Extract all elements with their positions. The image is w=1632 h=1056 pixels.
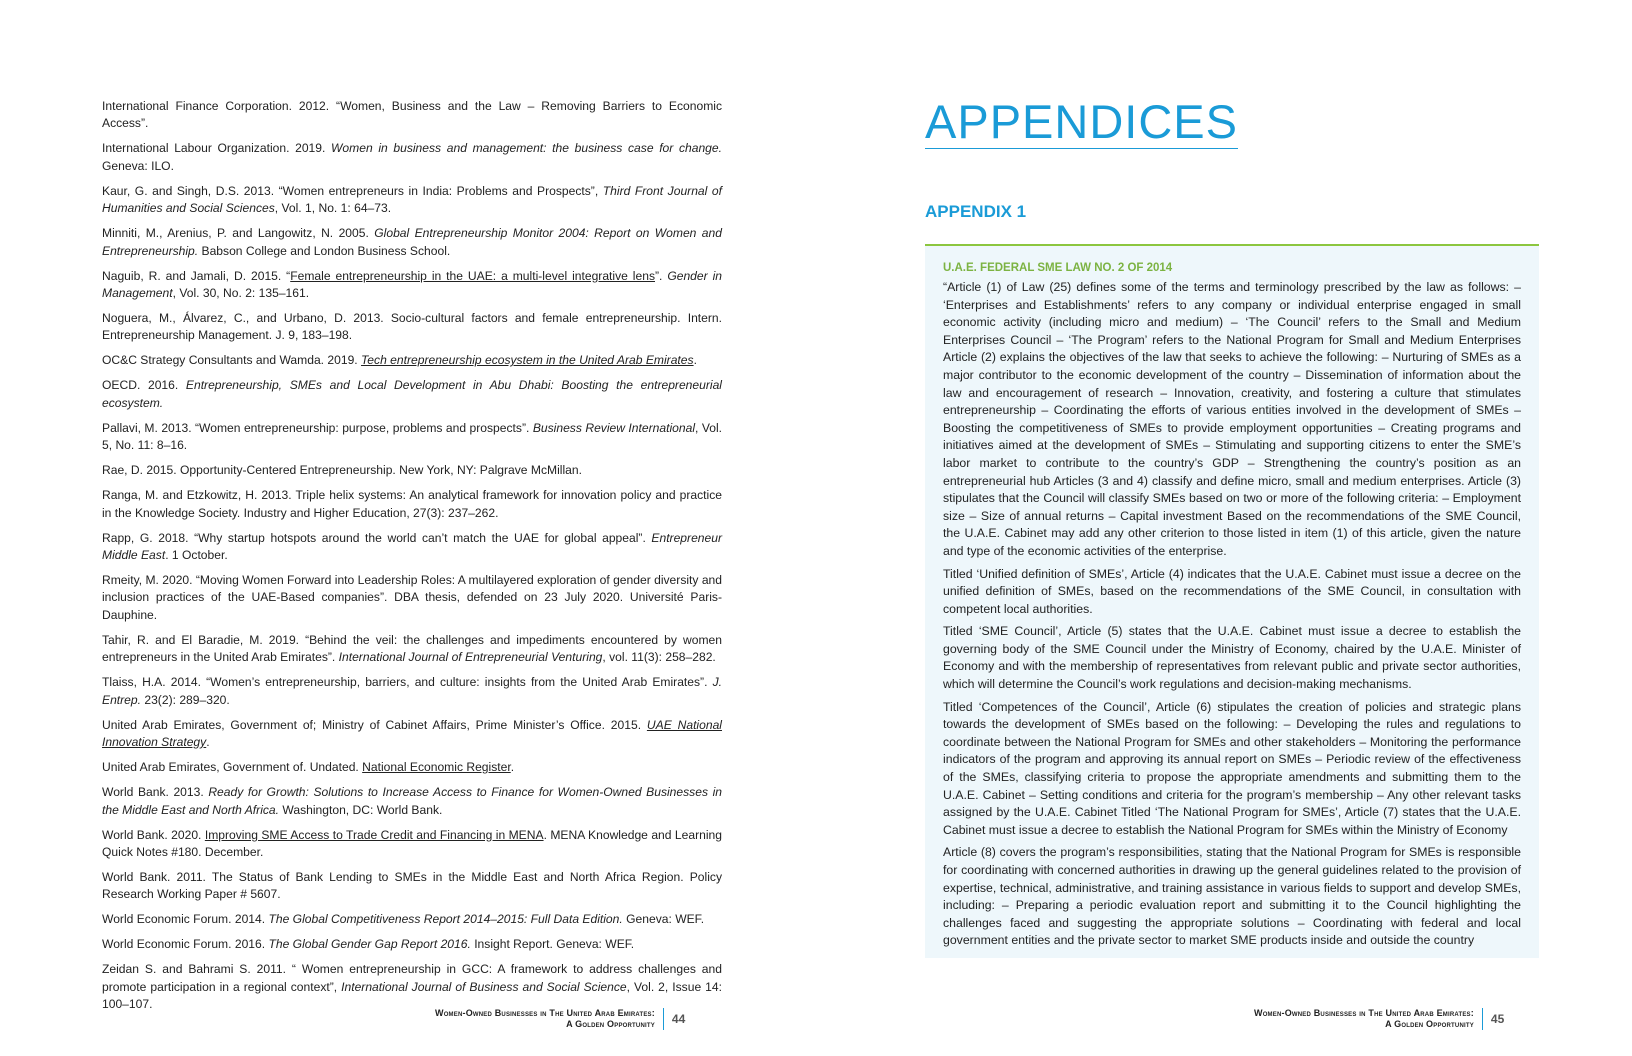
footer-title — [435, 1008, 655, 1030]
box-paragraph: Titled ‘Competences of the Council’, Article (6) stipulates the creation of policies and strategic plans towards the development of SMEs based on the following: – Developing the rules and regulations to coordinate between the National Program for SMEs and other stakeholders – Monitoring the performance indicators of the program and approving its annual report on SMEs – Periodic review of the effectiveness of the SMEs, classifying criteria to propose the appropriate amendments and submitting them to the U.A.E. Cabinet – Setting conditions and criteria for the program’s membership – Any other relevant tasks assigned by the U.A.E. Cabinet Titled ‘The National Program for SMEs’, Article (7) states that the U.A.E. Cabinet must issue a decree to establish the National Program for SMEs within the Ministry of Economy — [943, 699, 1521, 837]
page-number: 44 — [671, 1012, 686, 1026]
reference-entry — [102, 530, 722, 565]
reference-text: Rmeity, M. 2020. “Moving Women Forward into Leadership Roles: A multilayered exploration of gender diversity and inclusion practices of the UAE-Based companies”. DBA thesis, defended on 23 July 2020. Université Paris-Dauphine. — [102, 573, 722, 622]
reference-text: Ranga, M. and Etzkowitz, H. 2013. Triple helix systems: An analytical framework for innovation policy and practice in the Knowledge Society. Industry and Higher Education, 27(3): 237–262. — [102, 488, 722, 520]
reference-entry — [102, 572, 722, 624]
footer-line-1: Women-Owned Businesses in The United Arab Emirates: — [1254, 1008, 1474, 1018]
reference-title: Third Front Journal of Humanities and Social Sciences — [102, 183, 722, 216]
reference-link[interactable]: Tech entrepreneurship ecosystem in the United Arab Emirates — [361, 353, 694, 368]
reference-text: Rae, D. 2015. Opportunity-Centered Entrepreneurship. New York, NY: Palgrave McMillan. — [102, 463, 582, 478]
reference-entry — [102, 225, 722, 260]
reference-entry — [102, 869, 722, 904]
appendix-1-heading: APPENDIX 1 — [925, 202, 1027, 221]
reference-text: Tlaiss, H.A. 2014. “Women’s entrepreneurship, barriers, and culture: insights from the United Arab Emirates”. — [102, 675, 713, 690]
reference-text: . — [510, 760, 515, 775]
reference-text: Washington, DC: World Bank. — [279, 802, 443, 817]
appendices-heading: APPENDICES — [925, 95, 1238, 148]
reference-text: Rapp, G. 2018. “Why startup hotspots around the world can’t match the UAE for global appeal”. — [102, 530, 652, 545]
reference-text: 23(2): 289–320. — [141, 692, 230, 707]
reference-text: Geneva: ILO. — [102, 158, 174, 173]
reference-entry — [102, 827, 722, 862]
reference-entry — [102, 352, 722, 369]
reference-text: OC&C Strategy Consultants and Wamda. 2019. — [102, 353, 362, 368]
footer-divider — [1482, 1008, 1483, 1030]
reference-text: World Economic Forum. 2016. — [102, 937, 269, 952]
reference-entry — [102, 268, 722, 303]
reference-entry — [102, 936, 722, 953]
reference-entry — [102, 377, 722, 412]
reference-text: World Bank. 2011. The Status of Bank Lending to SMEs in the Middle East and North Africa Region. Policy Research Working Paper # 5607. — [102, 869, 722, 902]
reference-title: Entrepreneur Middle East — [102, 530, 722, 563]
reference-entry — [102, 462, 722, 479]
reference-entry — [102, 632, 722, 667]
box-paragraph: Titled ‘SME Council’, Article (5) states that the U.A.E. Cabinet must issue a decree to establish the governing body of the SME Council under the Ministry of Economy, chaired by the U.A.E. Minister of Economy and with the membership of representatives from relevant public and private sector authorities, which will determine the Council’s work regulations and decision-making mechanisms. — [943, 624, 1521, 692]
reference-entry — [102, 717, 722, 752]
reference-text: . — [693, 353, 697, 368]
reference-text: Noguera, M., Álvarez, C., and Urbano, D. 2013. Socio-cultural factors and female entrepreneurship. Intern. Entrepreneurship Management. J. 9, 183–198. — [102, 311, 722, 343]
box-title: U.A.E. FEDERAL SME LAW NO. 2 OF 2014 — [943, 262, 1173, 274]
reference-entry — [102, 961, 722, 1013]
left-footer — [435, 1008, 685, 1030]
reference-title: Women in business and management: the business case for change. — [331, 141, 722, 156]
reference-text: Babson College and London Business School. — [198, 243, 451, 258]
footer-title — [1254, 1008, 1474, 1030]
reference-entry — [102, 911, 722, 928]
reference-link[interactable]: National Economic Register — [362, 760, 511, 775]
reference-entry — [102, 310, 722, 345]
reference-entry — [102, 98, 722, 133]
page-number: 45 — [1490, 1012, 1505, 1026]
footer-line-1: Women-Owned Businesses in The United Arab Emirates: — [435, 1008, 655, 1018]
reference-entry — [102, 784, 722, 819]
reference-entry — [102, 759, 722, 776]
reference-title: Entrepreneurship, SMEs and Local Development in Abu Dhabi: Boosting the entrepreneurial ecosystem. — [102, 378, 722, 410]
reference-text: Kaur, G. and Singh, D.S. 2013. “Women entrepreneurs in India: Problems and Prospects”, — [102, 183, 603, 198]
reference-title: International Journal of Business and Social Science — [341, 979, 627, 994]
reference-text: . 1 October. — [165, 548, 228, 563]
sme-law-box — [925, 244, 1539, 958]
reference-title: Ready for Growth: Solutions to Increase Access to Finance for Women-Owned Businesses in the Middle East and North Africa. — [102, 785, 722, 817]
reference-text: World Economic Forum. 2014. — [102, 912, 269, 927]
reference-text: OECD. 2016. — [102, 378, 186, 393]
reference-title: Global Entrepreneurship Monitor 2004: Report on Women and Entrepreneurship. — [102, 226, 722, 258]
reference-entry — [102, 420, 722, 455]
reference-text: . — [206, 735, 210, 750]
reference-entry — [102, 140, 722, 175]
reference-entry — [102, 674, 722, 709]
footer-line-2: A Golden Opportunity — [566, 1019, 655, 1029]
footer-divider — [663, 1008, 664, 1030]
box-paragraph: Titled ‘Unified definition of SMEs’, Article (4) indicates that the U.A.E. Cabinet must issue a decree on the unified definition of SMEs, based on the recommendations of the SME Council, in consultation with competent local authorities. — [943, 566, 1521, 616]
reference-text: International Finance Corporation. 2012. “Women, Business and the Law – Removing Barriers to Economic Access”. — [102, 99, 722, 131]
reference-text: World Bank. 2013. — [102, 785, 209, 800]
reference-entry — [102, 487, 722, 522]
reference-text: , vol. 11(3): 258–282. — [602, 650, 716, 665]
reference-text: ”. — [655, 268, 668, 283]
reference-text: , Vol. 30, No. 2: 135–161. — [172, 286, 310, 301]
reference-text: United Arab Emirates, Government of. Undated. — [102, 760, 363, 775]
reference-text: . MENA Knowledge and Learning Quick Notes #180. December. — [102, 827, 722, 859]
reference-text: World Bank. 2020. — [102, 827, 205, 842]
reference-text: , Vol. 1, No. 1: 64–73. — [274, 201, 392, 216]
reference-title: The Global Competitiveness Report 2014–2015: Full Data Edition. — [268, 912, 623, 927]
right-footer — [1254, 1008, 1504, 1030]
reference-text: Naguib, R. and Jamali, D. 2015. “ — [102, 268, 291, 283]
reference-link[interactable]: Female entrepreneurship in the UAE: a multi-level integrative lens — [290, 268, 655, 283]
reference-text: United Arab Emirates, Government of; Ministry of Cabinet Affairs, Prime Minister’s Office. 2015. — [102, 717, 647, 732]
reference-title: Business Review International — [532, 420, 696, 435]
footer-line-2: A Golden Opportunity — [1385, 1019, 1474, 1029]
reference-entry — [102, 183, 722, 218]
reference-title: J. Entrep. — [102, 675, 722, 707]
reference-link[interactable]: UAE National Innovation Strategy — [102, 717, 722, 750]
reference-text: Pallavi, M. 2013. “Women entrepreneurship: purpose, problems and prospects”. — [102, 420, 533, 435]
reference-text: Zeidan S. and Bahrami S. 2011. “ Women entrepreneurship in GCC: A framework to address challenges and promote participation in a regional context”, — [102, 962, 722, 994]
reference-text: Minniti, M., Arenius, P. and Langowitz, N. 2005. — [102, 226, 375, 241]
reference-text: , Vol. 5, No. 11: 8–16. — [102, 420, 722, 453]
reference-title: Gender in Management — [102, 268, 723, 301]
reference-text: Tahir, R. and El Baradie, M. 2019. “Behind the veil: the challenges and impediments encountered by women entrepreneurs in the United Arab Emirates”. — [102, 632, 722, 665]
reference-title: International Journal of Entrepreneurial Venturing — [338, 650, 603, 665]
reference-title: The Global Gender Gap Report 2016. — [268, 937, 471, 952]
reference-text: , Vol. 2, Issue 14: 100–107. — [102, 979, 722, 1012]
box-paragraph: “Article (1) of Law (25) defines some of the terms and terminology prescribed by the law as follows: – ‘Enterprises and Establishments’ refers to any company or individual enterprise engaged in small economic activity (including micro and medium) – ‘The Council’ refers to the Small and Medium Enterprises Council – ‘The Program’ refers to the National Program for Small and Medium Enterprises Article (2) explains the objectives of the law that seeks to achieve the following: – Nurturing of SMEs as a major contributor to the economic development of the country – Dissemination of information about the law and encouragement of research – Innovation, creativity, and fostering a culture that stimulates entrepreneurship – Coordinating the efforts of various entities involved in the development of SMEs – Boosting the competitiveness of SMEs to provide employment opportunities – Creating programs and initiatives aimed at the development of SMEs – Stimulating and supporting citizens to enter the SME’s labor market to contribute to the country’s GDP – Strengthening the country’s position as an entrepreneurial hub Articles (3 and 4) classify and define micro, small and medium enterprises. Article (3) stipulates that the Council will classify SMEs based on two or more of the following criteria: – Employment size – Size of annual returns – Capital investment Based on the recommendations of the SME Council, the U.A.E. Cabinet may add any other criterion to those listed in item (1) of this article, given the nature and type of the economic activities of the enterprise. — [943, 280, 1521, 558]
reference-text: Geneva: WEF. — [622, 912, 705, 927]
reference-text: Insight Report. Geneva: WEF. — [470, 937, 635, 952]
reference-text: International Labour Organization. 2019. — [102, 141, 331, 156]
box-paragraph: Article (8) covers the program’s responsibilities, stating that the National Program for SMEs is responsible for coordinating with concerned authorities in drawing up the general guidelines related to the provision of expertise, technical, administrative, and training assistance in various fields to support and develop SMEs, including: – Preparing a periodic evaluation report and submitting it to the Council highlighting the challenges faced and suggesting the appropriate solutions – Coordinating with federal and local government entities and the private sector to market SME products inside and outside the country — [943, 845, 1521, 948]
reference-link[interactable]: Improving SME Access to Trade Credit and Financing in MENA — [204, 827, 544, 842]
references-list — [102, 98, 722, 1021]
